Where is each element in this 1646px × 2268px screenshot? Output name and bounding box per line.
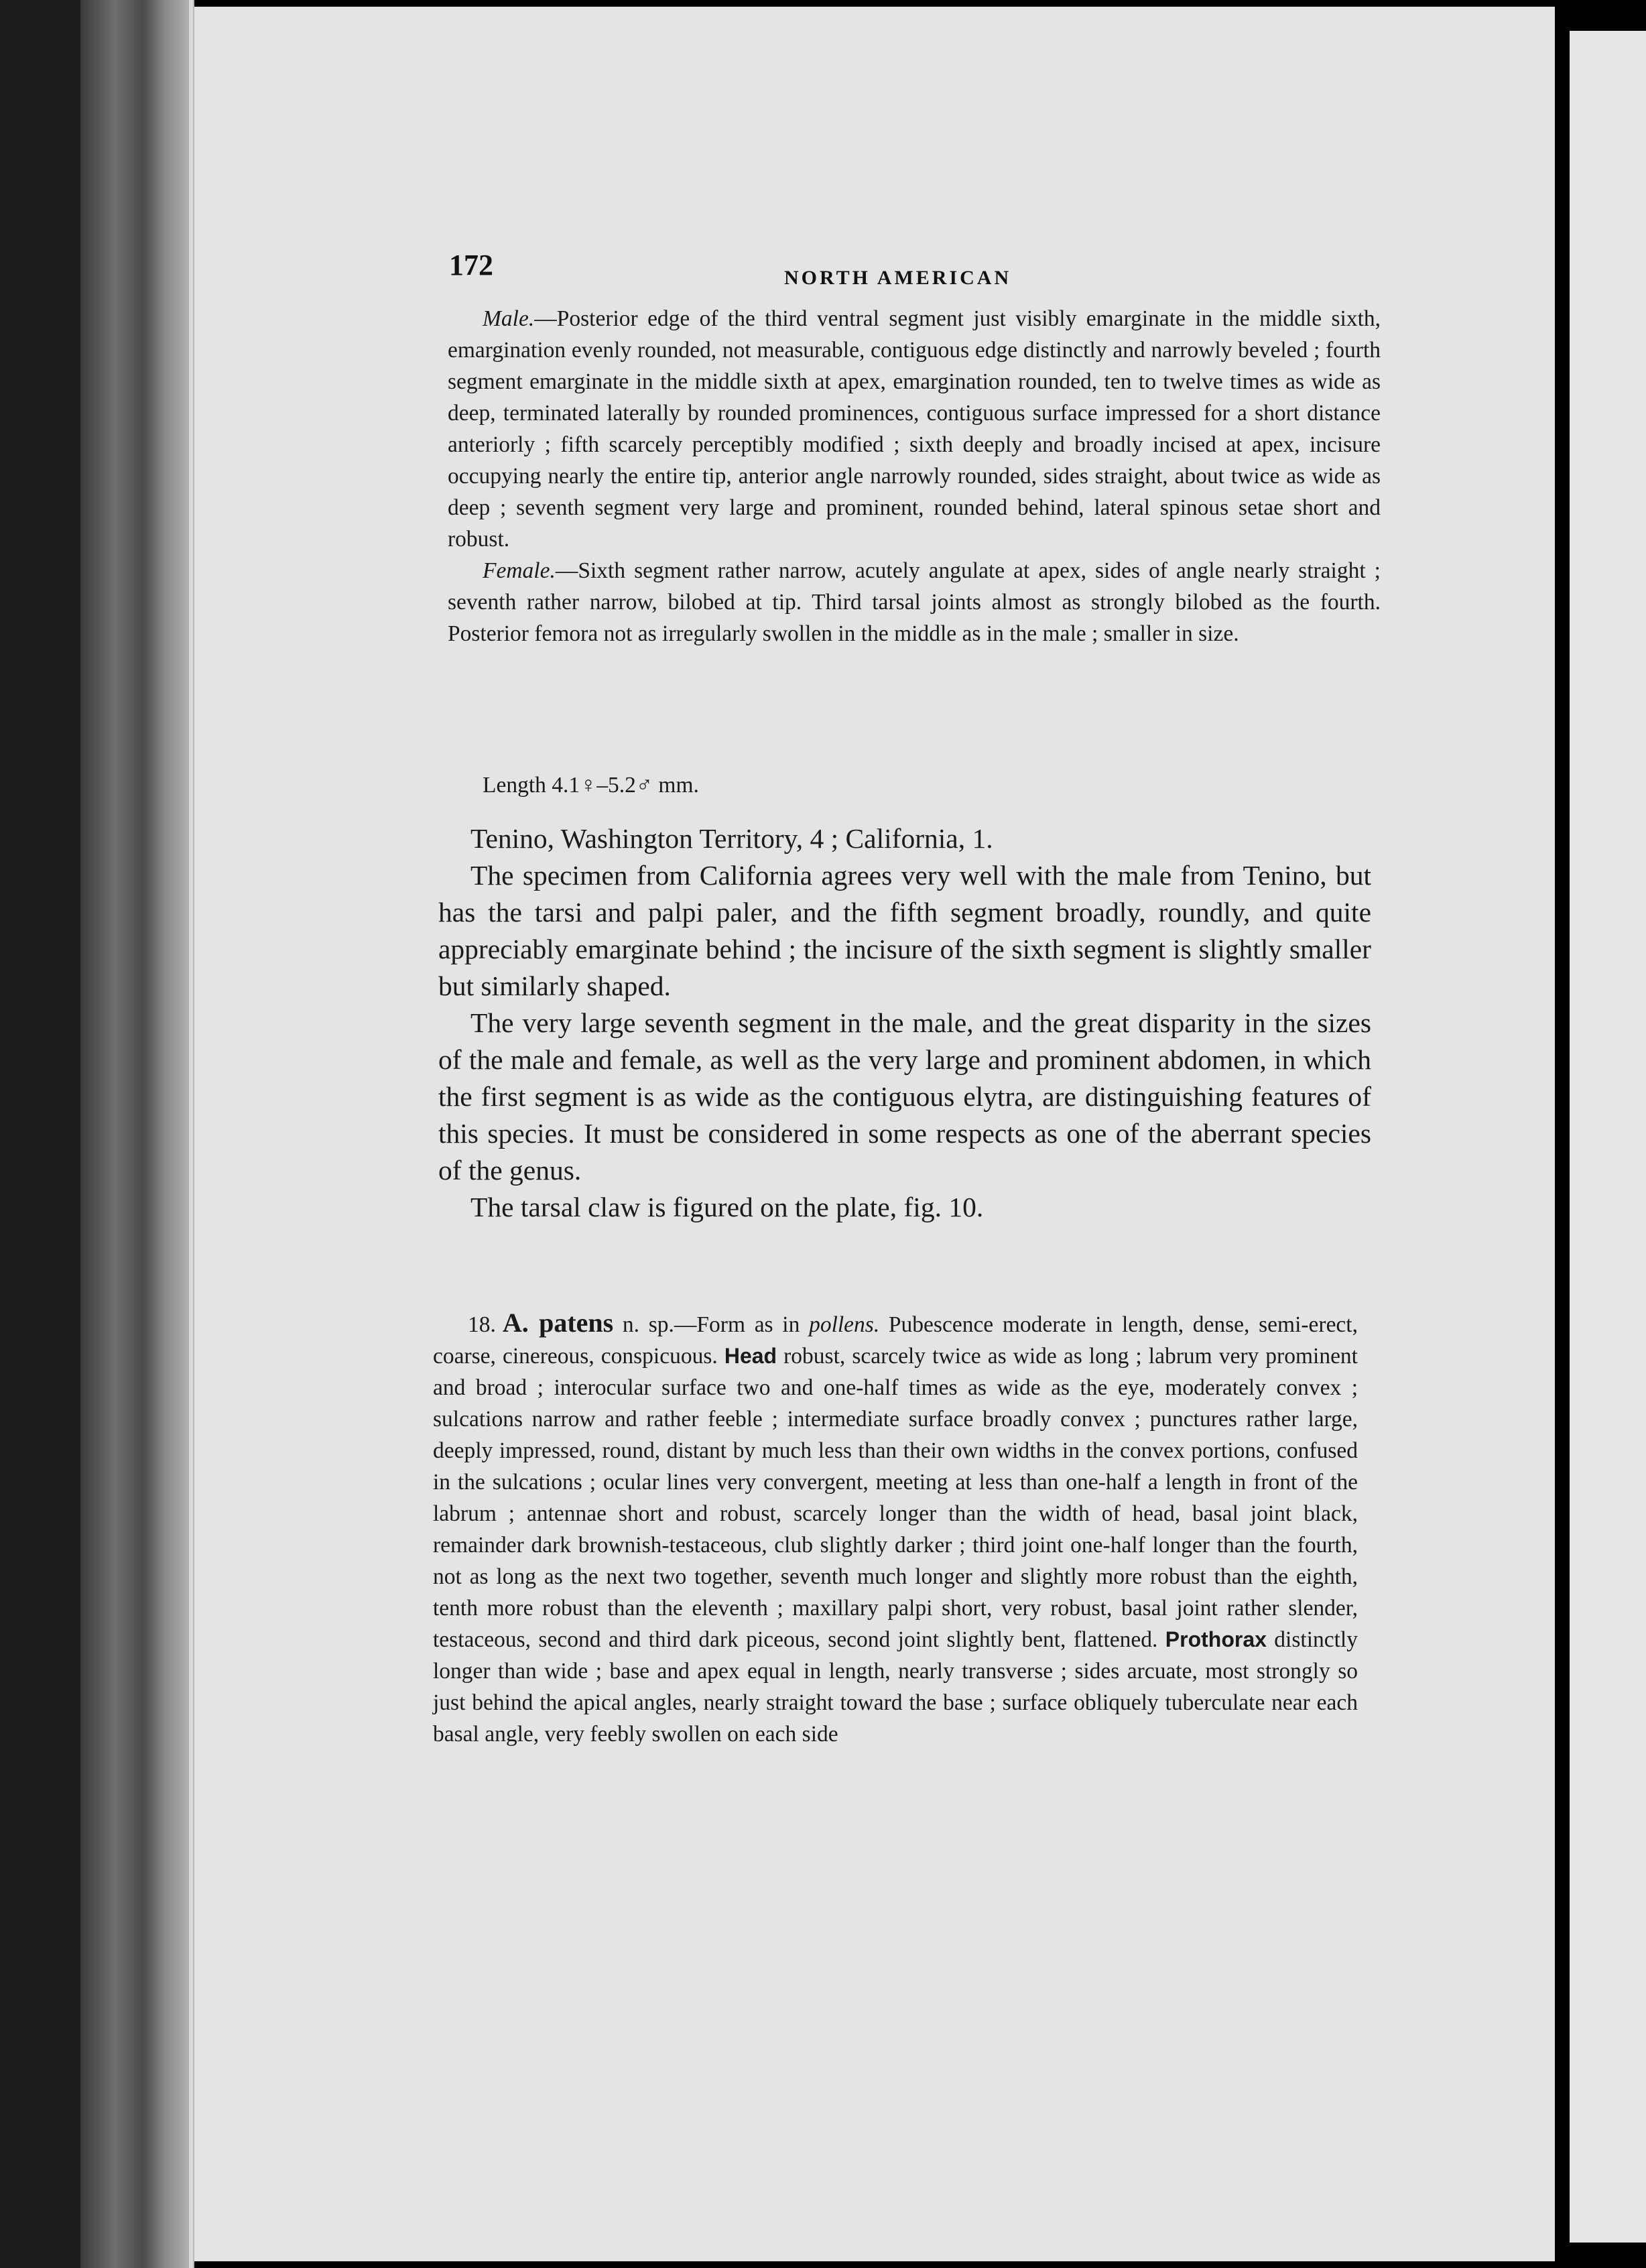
- male-description: [448, 303, 1381, 555]
- page-edge-line: [189, 0, 193, 2268]
- discussion-paragraph-1: The specimen from California agrees very well with the male from Tenino, but has the tarsi and palpi paler, and the fifth segment broadly, roundly, and quite appreciably emarginate behind ; the incisure of the sixth segment is slightly smaller but similarly shaped.: [438, 860, 1371, 1001]
- page-number: 172: [449, 249, 493, 281]
- discussion-block: [438, 820, 1371, 1226]
- page-header: [449, 248, 1387, 295]
- species-18-description: [433, 1307, 1358, 1750]
- running-head: NORTH AMERICAN: [784, 267, 1012, 289]
- adjacent-page-edge: [1570, 31, 1646, 2243]
- page-gutter: [1555, 27, 1570, 2239]
- prothorax-label: Prothorax: [1165, 1627, 1267, 1651]
- localities: Tenino, Washington Territory, 4 ; California, 1.: [470, 823, 993, 854]
- male-text: —Posterior edge of the third ventral segment just visibly emarginate in the middle sixth, emargination evenly rounded, not measurable, contiguous edge distinctly and narrowly beveled ; fourth segment emarginate in the middle sixth at apex, emargination rounded, ten to twelve times as wide as deep, terminated laterally by rounded prominences, contiguous surface impressed for a short distance anteriorly ; fifth scarcely perceptibly modified ; sixth deeply and broadly incised at apex, incisure occupying nearly the entire tip, anterior angle narrowly rounded, sides straight, about twice as wide as deep ; seventh segment very large and prominent, rounded behind, lateral spinous setae short and robust.: [448, 306, 1381, 552]
- species-18-block: [433, 1307, 1358, 1750]
- male-label: Male.: [483, 306, 535, 331]
- sex-description-block: [448, 303, 1381, 649]
- female-description: [448, 555, 1381, 649]
- book-binding-fold: [80, 0, 194, 2268]
- discussion-paragraph-2: The very large seventh segment in the male, and the great disparity in the sizes of the male and female, as well as the very large and prominent abdomen, in which the first segment is as wide as the contiguous elytra, are distinguishing features of this species. It must be considered in some respects as one of the aberrant species of the genus.: [438, 1007, 1371, 1186]
- head-label: Head: [724, 1344, 777, 1368]
- discussion-paragraph-3: The tarsal claw is figured on the plate, fig. 10.: [470, 1192, 984, 1222]
- species-text-1: Pubescence moderate in length, dense, semi-erect, coarse, cinereous, conspicuous.: [433, 1312, 1358, 1369]
- length-block: [448, 769, 1381, 801]
- length-line: Length 4.1♀–5.2♂ mm.: [483, 773, 699, 798]
- female-text: —Sixth segment rather narrow, acutely angulate at apex, sides of angle nearly straight ; seventh rather narrow, bilobed at tip. Third tarsal joints almost as strongly bilobed as the fourth. Posterior femora not as irregularly swollen in the middle as in the male ; smaller in size.: [448, 558, 1381, 646]
- species-text-3: distinctly longer than wide ; base and apex equal in length, nearly transverse ; sides arcuate, most strongly so just behind the apical angles, nearly straight toward the base ; surface obliquely tuberculate near each basal angle, very feebly swollen on each side: [433, 1627, 1358, 1747]
- species-name: A. patens: [502, 1308, 614, 1338]
- species-intro: n. sp.—Form as in: [613, 1312, 810, 1337]
- book-binding-shadow: [0, 0, 80, 2268]
- compared-species: pollens.: [809, 1312, 880, 1337]
- female-label: Female.: [483, 558, 556, 583]
- species-text-2: robust, scarcely twice as wide as long ; labrum very prominent and broad ; interocular surface two and one-half times as wide as the eye, moderately convex ; sulcations narrow and rather feeble ; intermediate surface broadly convex ; punctures rather large, deeply impressed, round, distant by much less than their own widths in the convex portions, confused in the sulcations ; ocular lines very convergent, meeting at less than one-half a length in front of the labrum ; antennae short and robust, scarcely longer than the width of head, basal joint black, remainder dark brownish-testaceous, club slightly darker ; third joint one-half longer than the fourth, not as long as the next two together, seventh much longer and slightly more robust than the eighth, tenth more robust than the eleventh ; maxillary palpi short, very robust, basal joint rather slender, testaceous, second and third dark piceous, second joint slightly bent, flattened.: [433, 1344, 1358, 1652]
- species-number: 18.: [468, 1312, 496, 1337]
